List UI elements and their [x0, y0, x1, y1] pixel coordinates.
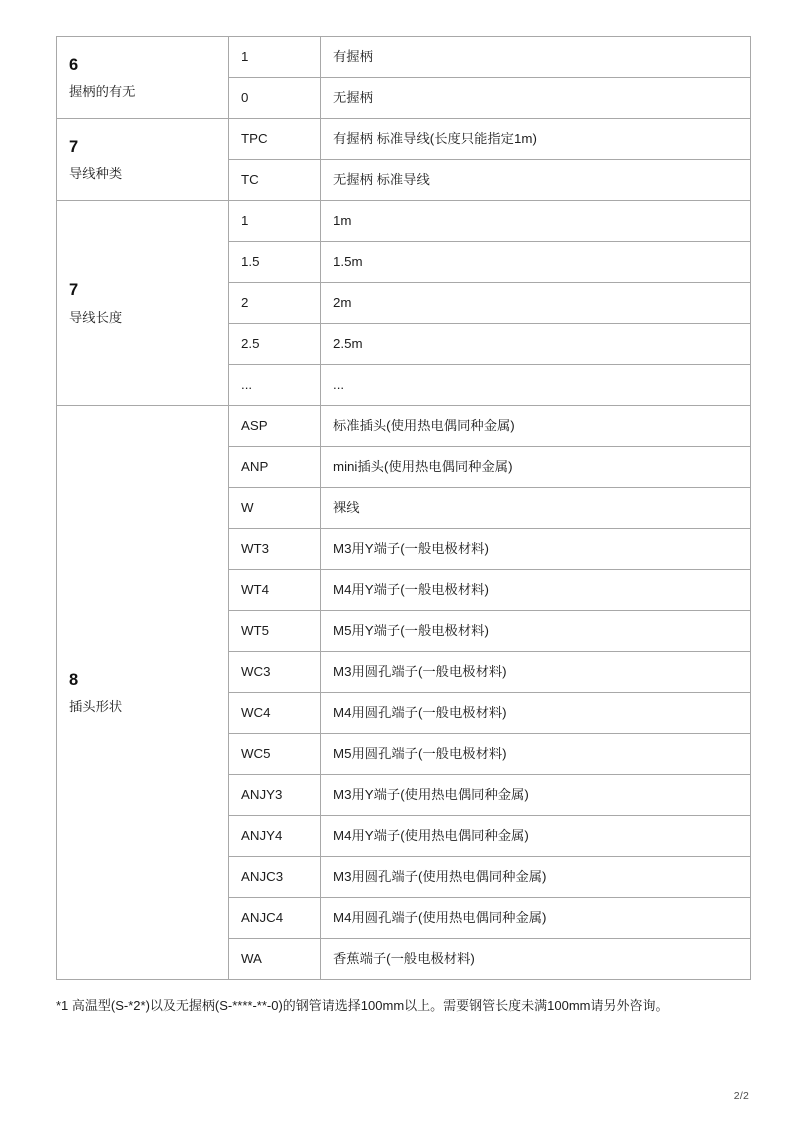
footnote-text: *1 高温型(S-*2*)以及无握柄(S-****-**-0)的钢管请选择100mm以上。需要钢管长度未满100mm请另外咨询。: [56, 998, 669, 1013]
section-label-cell: [57, 406, 229, 980]
description-cell: 1m: [321, 201, 751, 242]
table-row: [57, 37, 751, 78]
description-cell: 无握柄 标准导线: [321, 160, 751, 201]
table-row: [57, 406, 751, 447]
description-cell: 标准插头(使用热电偶同种金属): [321, 406, 751, 447]
section-number: 6: [69, 55, 79, 74]
code-cell: 2: [229, 283, 321, 324]
description-cell: M4用圆孔端子(使用热电偶同种金属): [321, 898, 751, 939]
description-cell: 2.5m: [321, 324, 751, 365]
section-name: 导线种类: [69, 166, 123, 182]
description-cell: 有握柄 标准导线(长度只能指定1m): [321, 119, 751, 160]
code-cell: WC3: [229, 652, 321, 693]
specification-table-body: [57, 37, 751, 980]
section-name: 握柄的有无: [69, 84, 136, 100]
section-label-cell: [57, 119, 229, 201]
code-cell: TPC: [229, 119, 321, 160]
description-cell: 无握柄: [321, 78, 751, 119]
section-name: 插头形状: [69, 699, 123, 715]
specification-table: [56, 36, 751, 980]
section-name: 导线长度: [69, 309, 123, 325]
section-number: 7: [69, 137, 79, 156]
code-cell: ANJY3: [229, 775, 321, 816]
code-cell: 1: [229, 37, 321, 78]
code-cell: ASP: [229, 406, 321, 447]
description-cell: 香蕉端子(一般电极材料): [321, 939, 751, 980]
description-cell: M5用圆孔端子(一般电极材料): [321, 734, 751, 775]
description-cell: 有握柄: [321, 37, 751, 78]
code-cell: WC4: [229, 693, 321, 734]
code-cell: TC: [229, 160, 321, 201]
table-row: [57, 119, 751, 160]
description-cell: M4用圆孔端子(一般电极材料): [321, 693, 751, 734]
code-cell: 1.5: [229, 242, 321, 283]
description-cell: M4用Y端子(使用热电偶同种金属): [321, 816, 751, 857]
code-cell: ANJC3: [229, 857, 321, 898]
table-row: [57, 201, 751, 242]
description-cell: M3用Y端子(使用热电偶同种金属): [321, 775, 751, 816]
code-cell: WT3: [229, 529, 321, 570]
description-cell: M4用Y端子(一般电极材料): [321, 570, 751, 611]
description-cell: 裸线: [321, 488, 751, 529]
code-cell: 2.5: [229, 324, 321, 365]
code-cell: WC5: [229, 734, 321, 775]
page-number: 2/2: [733, 1090, 749, 1102]
code-cell: ANJY4: [229, 816, 321, 857]
description-cell: 2m: [321, 283, 751, 324]
description-cell: M3用Y端子(一般电极材料): [321, 529, 751, 570]
code-cell: WT5: [229, 611, 321, 652]
code-cell: ANP: [229, 447, 321, 488]
code-cell: WT4: [229, 570, 321, 611]
description-cell: ...: [321, 365, 751, 406]
code-cell: W: [229, 488, 321, 529]
description-cell: mini插头(使用热电偶同种金属): [321, 447, 751, 488]
code-cell: ...: [229, 365, 321, 406]
description-cell: M3用圆孔端子(使用热电偶同种金属): [321, 857, 751, 898]
code-cell: WA: [229, 939, 321, 980]
code-cell: 1: [229, 201, 321, 242]
section-label-cell: [57, 37, 229, 119]
description-cell: M5用Y端子(一般电极材料): [321, 611, 751, 652]
code-cell: 0: [229, 78, 321, 119]
code-cell: ANJC4: [229, 898, 321, 939]
section-number: 7: [69, 281, 79, 300]
section-label-cell: [57, 201, 229, 406]
section-number: 8: [69, 670, 79, 689]
description-cell: 1.5m: [321, 242, 751, 283]
description-cell: M3用圆孔端子(一般电极材料): [321, 652, 751, 693]
